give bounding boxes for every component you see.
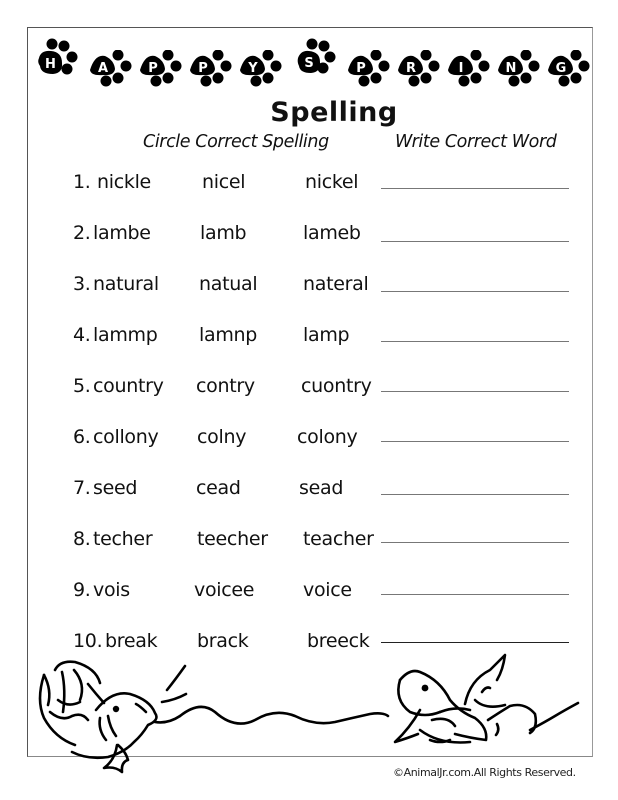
choice-option[interactable]: break bbox=[105, 630, 158, 652]
item-number: 5. bbox=[73, 375, 91, 397]
fish-illustration bbox=[0, 640, 618, 780]
choice-option[interactable]: sead bbox=[299, 477, 344, 499]
spelling-item bbox=[0, 477, 618, 507]
item-number: 9. bbox=[73, 579, 91, 601]
choice-option[interactable]: lamp bbox=[303, 324, 350, 346]
choice-option[interactable]: lambe bbox=[93, 222, 151, 244]
spelling-item bbox=[0, 528, 618, 558]
svg-text:N: N bbox=[505, 61, 517, 76]
spelling-item bbox=[0, 171, 618, 201]
spelling-item bbox=[0, 273, 618, 303]
item-number: 2. bbox=[73, 222, 91, 244]
choice-option[interactable]: collony bbox=[93, 426, 159, 448]
answer-line[interactable] bbox=[381, 291, 569, 292]
svg-text:H: H bbox=[45, 57, 56, 72]
item-number: 4. bbox=[73, 324, 91, 346]
choice-option[interactable]: techer bbox=[93, 528, 153, 550]
choice-option[interactable]: natual bbox=[199, 273, 258, 295]
choice-option[interactable]: natural bbox=[93, 273, 159, 295]
spelling-item bbox=[0, 324, 618, 354]
svg-text:P: P bbox=[356, 61, 366, 76]
choice-option[interactable]: lammp bbox=[93, 324, 158, 346]
answer-line[interactable] bbox=[381, 542, 569, 543]
choice-option[interactable]: brack bbox=[197, 630, 249, 652]
paw-print-icon bbox=[137, 50, 183, 100]
svg-text:A: A bbox=[97, 61, 109, 76]
choice-option[interactable]: lamnp bbox=[199, 324, 258, 346]
choice-option[interactable]: country bbox=[93, 375, 164, 397]
paw-print-icon bbox=[87, 50, 133, 100]
svg-text:Y: Y bbox=[248, 61, 258, 76]
choice-option[interactable]: lameb bbox=[303, 222, 361, 244]
copyright-notice: ©AnimalJr.com.All Rights Reserved. bbox=[393, 766, 576, 779]
paw-print-icon bbox=[345, 50, 391, 100]
spelling-item bbox=[0, 222, 618, 252]
item-number: 6. bbox=[73, 426, 91, 448]
answer-line[interactable] bbox=[381, 241, 569, 242]
paw-print-icon bbox=[445, 50, 491, 100]
paw-print-icon bbox=[187, 50, 233, 100]
choice-option[interactable]: breeck bbox=[307, 630, 370, 652]
choice-option[interactable]: seed bbox=[93, 477, 138, 499]
item-number: 3. bbox=[73, 273, 91, 295]
spelling-item bbox=[0, 375, 618, 405]
instruction-write: Write Correct Word bbox=[395, 132, 557, 152]
item-number: 10. bbox=[73, 630, 103, 652]
instruction-circle: Circle Correct Spelling bbox=[143, 132, 329, 152]
answer-line[interactable] bbox=[381, 341, 569, 342]
answer-line[interactable] bbox=[381, 494, 569, 495]
svg-text:I: I bbox=[458, 61, 464, 76]
choice-option[interactable]: voice bbox=[303, 579, 352, 601]
paw-print-icon bbox=[237, 50, 283, 100]
answer-line[interactable] bbox=[381, 594, 569, 595]
svg-text:R: R bbox=[405, 61, 417, 76]
svg-text:P: P bbox=[198, 61, 208, 76]
answer-line[interactable] bbox=[381, 391, 569, 392]
choice-option[interactable]: voicee bbox=[194, 579, 255, 601]
choice-option[interactable]: cead bbox=[196, 477, 241, 499]
choice-option[interactable]: nicel bbox=[202, 171, 246, 193]
item-number: 8. bbox=[73, 528, 91, 550]
happy-spring-banner bbox=[33, 38, 593, 94]
choice-option[interactable]: teacher bbox=[303, 528, 374, 550]
item-number: 1. bbox=[73, 171, 91, 193]
paw-print-icon bbox=[545, 50, 591, 100]
choice-option[interactable]: lamb bbox=[200, 222, 247, 244]
worksheet-title: Spelling bbox=[270, 97, 398, 128]
choice-option[interactable]: nickel bbox=[305, 171, 359, 193]
choice-option[interactable]: teecher bbox=[197, 528, 268, 550]
answer-line[interactable] bbox=[381, 441, 569, 442]
choice-option[interactable]: vois bbox=[93, 579, 130, 601]
item-number: 7. bbox=[73, 477, 91, 499]
choice-option[interactable]: colony bbox=[297, 426, 358, 448]
choice-option[interactable]: contry bbox=[196, 375, 255, 397]
choice-option[interactable]: nickle bbox=[97, 171, 151, 193]
paw-print-icon bbox=[295, 38, 341, 88]
svg-text:P: P bbox=[148, 61, 158, 76]
paw-print-icon bbox=[495, 50, 541, 100]
answer-line[interactable] bbox=[381, 188, 569, 189]
choice-option[interactable]: cuontry bbox=[301, 375, 372, 397]
paw-print-icon bbox=[35, 38, 81, 88]
svg-text:G: G bbox=[555, 61, 567, 76]
paw-print-icon bbox=[395, 50, 441, 100]
svg-text:S: S bbox=[304, 56, 314, 71]
choice-option[interactable]: colny bbox=[197, 426, 247, 448]
choice-option[interactable]: nateral bbox=[303, 273, 369, 295]
